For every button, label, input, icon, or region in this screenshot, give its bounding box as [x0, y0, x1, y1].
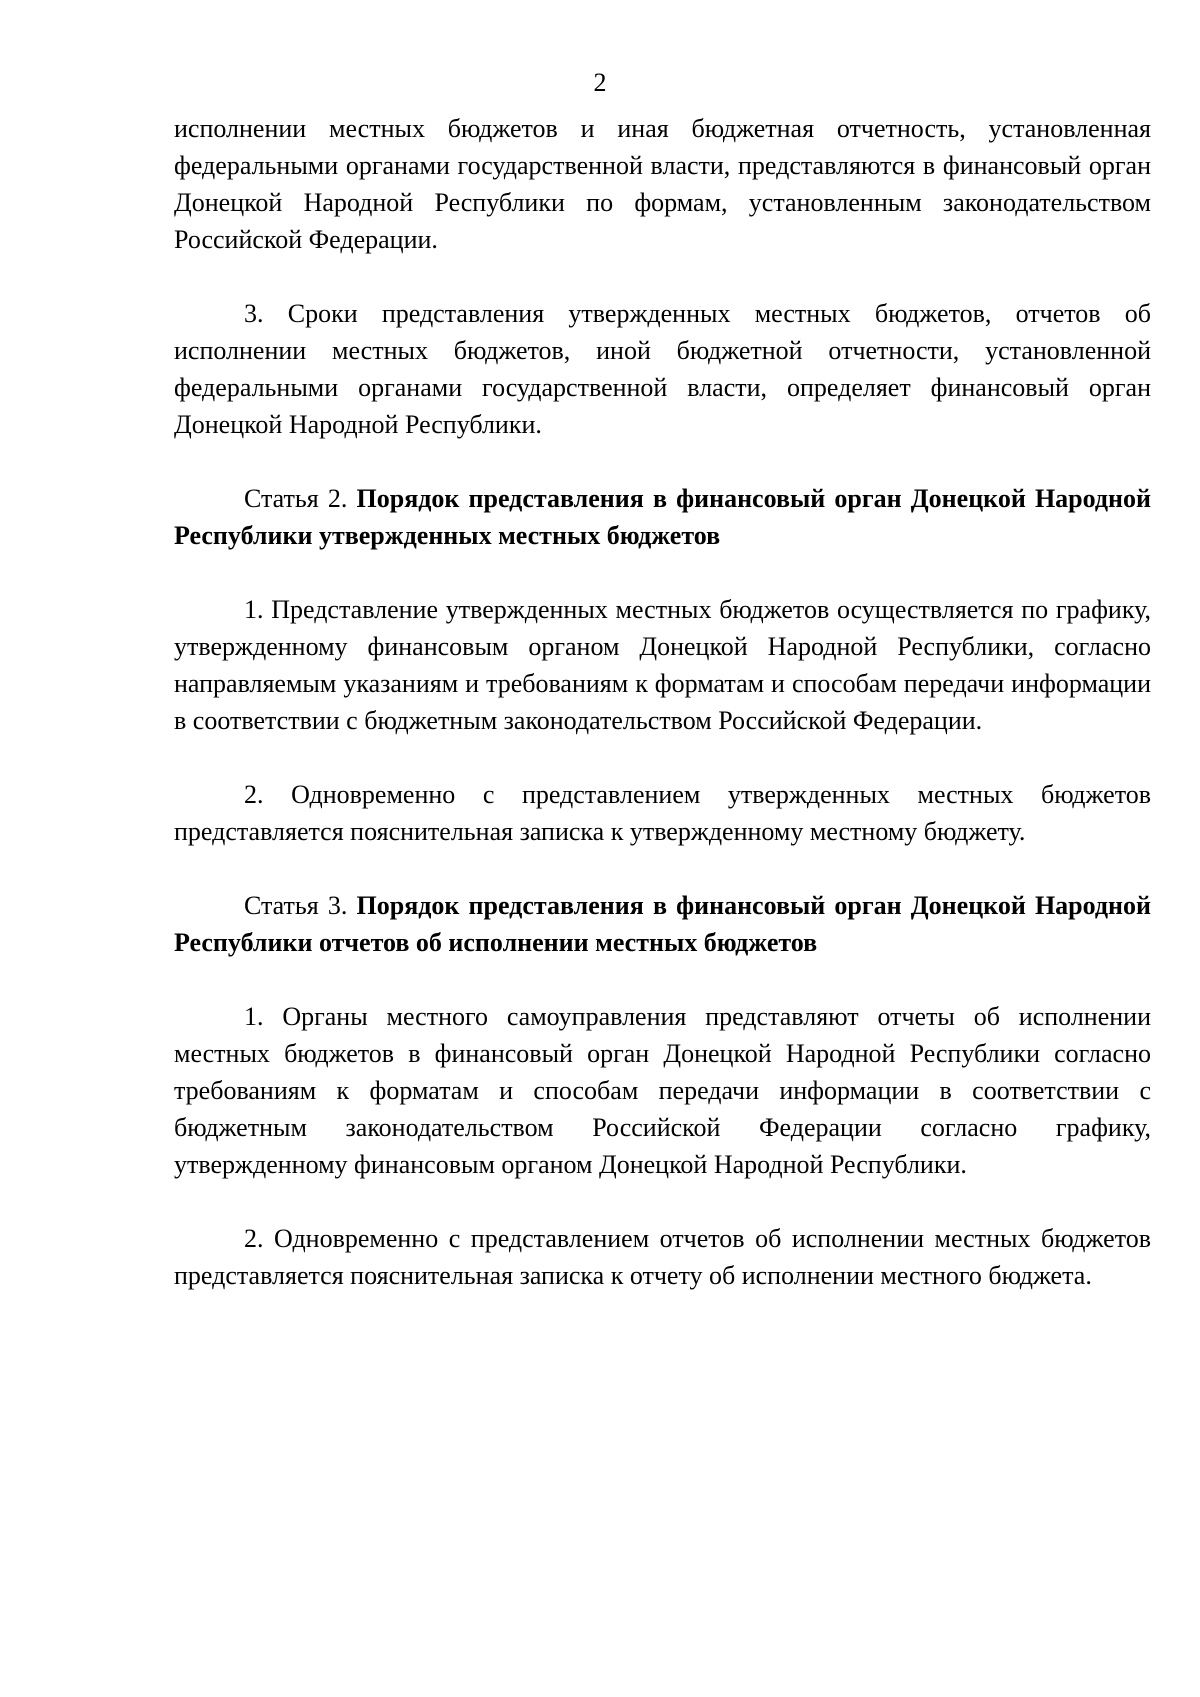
- article-3-heading: [174, 887, 1151, 961]
- document-body: [174, 110, 1151, 1294]
- page-number: 2: [593, 68, 607, 97]
- article-3-paragraph-1: 1. Органы местного самоуправления представляют отчеты об исполнении местных бюджетов в финансовый орган Донецкой Народной Республики согласно требованиям к форматам и способам передачи информации в соответствии с бюджетным законодательством Российской Федерации согласно графику, утвержденному финансовым органом Донецкой Народной Республики.: [174, 1002, 1151, 1179]
- paragraph-3: 3. Сроки представления утвержденных местных бюджетов, отчетов об исполнении местных бюджетов, иной бюджетной отчетности, установленной федеральными органами государственной власти, определяет финансовый орган Донецкой Народной Республики.: [174, 299, 1151, 439]
- article-3-label: Статья 3.: [244, 891, 348, 920]
- intro-paragraph: исполнении местных бюджетов и иная бюджетная отчетность, установленная федеральными органами государственной власти, представляются в финансовый орган Донецкой Народной Республики по формам, установленным законодательством Российской Федерации.: [174, 114, 1151, 254]
- article-3-paragraph-2: 2. Одновременно с представлением отчетов об исполнении местных бюджетов представляется пояснительная записка к отчету об исполнении местного бюджета.: [174, 1224, 1151, 1290]
- article-2-label: Статья 2.: [244, 484, 348, 513]
- article-2-paragraph-1: 1. Представление утвержденных местных бюджетов осуществляется по графику, утвержденному финансовым органом Донецкой Народной Республики, согласно направляемым указаниям и требованиям к форматам и способам передачи информации в соответствии с бюджетным законодательством Российской Федерации.: [174, 595, 1151, 735]
- article-2-paragraph-2: 2. Одновременно с представлением утвержденных местных бюджетов представляется пояснительная записка к утвержденному местному бюджету.: [174, 780, 1151, 846]
- article-2-title: Порядок представления в финансовый орган Донецкой Народной Республики утвержденных местных бюджетов: [174, 484, 1151, 550]
- article-2-heading: [174, 480, 1151, 554]
- article-3-title: Порядок представления в финансовый орган Донецкой Народной Республики отчетов об исполнении местных бюджетов: [174, 891, 1151, 957]
